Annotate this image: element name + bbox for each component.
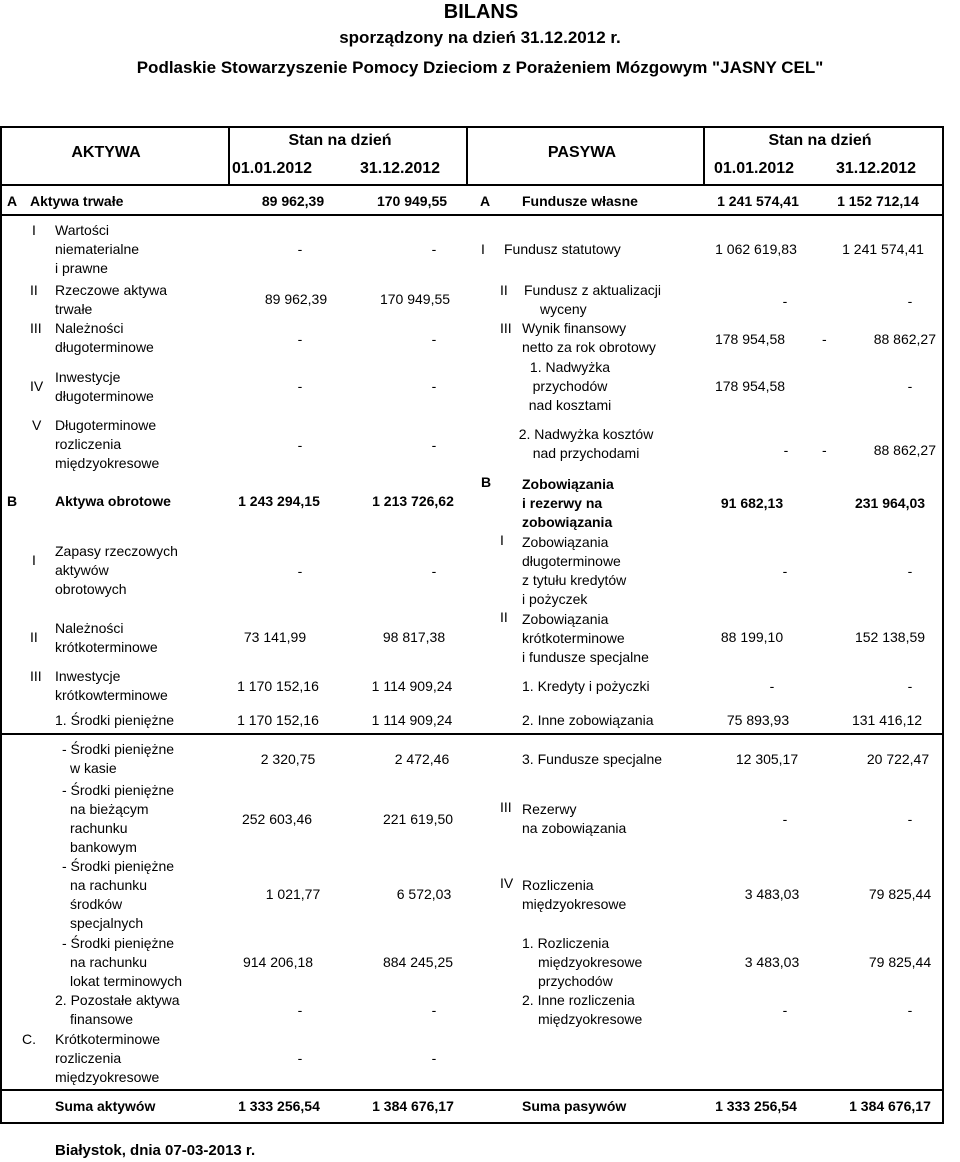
col-divider-2 — [466, 126, 468, 186]
value-2012-end: 88 862,27 — [873, 331, 936, 347]
row-label-line: Należności — [55, 320, 124, 336]
value-2012-end: 98 817,38 — [382, 629, 446, 645]
row-label-line: krótkoterminowe — [522, 630, 625, 646]
row-label-line: i rezerwy na — [522, 495, 603, 511]
row-label-line: rozliczenia — [55, 1050, 122, 1066]
value-2012-start: - — [297, 378, 303, 394]
value-2012-end: 88 862,27 — [873, 442, 936, 458]
value-2012-start: 914 206,18 — [242, 954, 314, 970]
row-code: I — [32, 552, 36, 568]
row-label-line: w kasie — [70, 760, 117, 776]
row-label-line: - Środki pieniężne — [62, 935, 175, 951]
table-top-border — [0, 126, 944, 128]
row-label-line: przychodów — [532, 378, 608, 394]
row-label-line: międzyokresowe — [538, 1011, 643, 1027]
value-2012-start: 12 305,17 — [735, 751, 799, 767]
value-2012-start: 88 199,10 — [720, 629, 784, 645]
row-label-line: Krótkoterminowe — [55, 1031, 161, 1047]
row-label-line: krótkowterminowe — [55, 687, 168, 703]
row-label-line: Inwestycje — [55, 668, 121, 684]
row-code: IV — [30, 378, 44, 394]
row-label-line: lokat terminowych — [70, 973, 183, 989]
row-label-line: na rachunku — [70, 954, 148, 970]
value-2012-end: - — [907, 293, 913, 309]
value-2012-end: 131 416,12 — [851, 712, 923, 728]
row-code: A — [7, 193, 18, 209]
aktywa-date-1: 01.01.2012 — [231, 160, 313, 177]
total-assets-label: Suma aktywów — [55, 1098, 156, 1114]
value-2012-end: - — [431, 437, 437, 453]
row-label-line: Zapasy rzeczowych — [55, 543, 178, 559]
value-2012-start: 1 021,77 — [265, 886, 321, 902]
row-label-line: - Środki pieniężne — [62, 858, 175, 874]
value-2012-start: - — [297, 563, 303, 579]
row-code: I — [481, 241, 485, 257]
document-title: BILANS — [443, 1, 519, 23]
row-label-line: wyceny — [540, 301, 587, 317]
row-label-line: nad kosztami — [528, 397, 612, 413]
row-code: C. — [22, 1031, 36, 1047]
value-2012-end: - — [907, 378, 913, 394]
row-label: 1. Kredyty i pożyczki — [522, 678, 650, 694]
row-label-line: na rachunku — [70, 877, 148, 893]
pasywa-date-1: 01.01.2012 — [713, 160, 795, 177]
value-2012-start: 1 241 574,41 — [717, 193, 799, 209]
row-label-line: aktywów — [55, 562, 109, 578]
total-liabilities-start: 1 333 256,54 — [715, 1098, 797, 1114]
row-a-divider — [0, 214, 944, 216]
value-2012-start: 178 954,58 — [714, 331, 786, 347]
row-code: B — [481, 474, 492, 490]
value-2012-end: 20 722,47 — [866, 751, 930, 767]
row-label-line: międzyokresowe — [55, 455, 160, 471]
row-label-line: długoterminowe — [55, 339, 154, 355]
value-2012-end: 2 472,46 — [394, 751, 450, 767]
row-label-line: 2. Inne rozliczenia — [522, 992, 635, 1008]
row-cash-divider — [0, 733, 944, 735]
row-code: II — [500, 282, 508, 298]
value-2012-end: 6 572,03 — [396, 886, 452, 902]
row-label-line: z tytułu kredytów — [522, 572, 627, 588]
value-2012-end: - — [907, 1002, 913, 1018]
row-label-line: i pożyczek — [522, 591, 588, 607]
row-label: 2. Inne zobowiązania — [522, 712, 654, 728]
row-label: Fundusz statutowy — [504, 241, 621, 257]
row-label-line: 1. Nadwyżka — [529, 359, 611, 375]
value-2012-start: 178 954,58 — [714, 378, 786, 394]
value-2012-end: 1 213 726,62 — [372, 493, 454, 509]
row-label-line: Długoterminowe — [55, 417, 157, 433]
value-2012-start: 3 483,03 — [744, 954, 800, 970]
row-label-line: i prawne — [55, 260, 108, 276]
row-label-line: niematerialne — [55, 241, 140, 257]
value-2012-start: 1 170 152,16 — [237, 712, 319, 728]
aktywa-header: AKTYWA — [71, 144, 141, 161]
value-2012-start: 91 682,13 — [720, 495, 784, 511]
value-2012-end: - — [431, 1050, 437, 1066]
row-label-line: trwałe — [55, 301, 93, 317]
row-code: III — [500, 320, 512, 336]
row-code: III — [30, 320, 42, 336]
value-2012-end: 170 949,55 — [379, 291, 451, 307]
row-code: V — [32, 417, 42, 433]
value-2012-start: - — [297, 437, 303, 453]
row-label-line: Należności — [55, 620, 124, 636]
value-2012-start: - — [297, 1002, 303, 1018]
row-label-line: krótkoterminowe — [55, 639, 158, 655]
row-label-line: Zobowiązania — [522, 534, 609, 550]
value-2012-end: - — [431, 563, 437, 579]
row-code: III — [30, 668, 42, 684]
table-right-border — [942, 126, 944, 1124]
row-label-line: Rzeczowe aktywa — [55, 282, 168, 298]
aktywa-date-2: 31.12.2012 — [359, 160, 441, 177]
row-label-line: bankowym — [70, 839, 137, 855]
row-label: 3. Fundusze specjalne — [522, 751, 663, 767]
total-liabilities-label: Suma pasywów — [522, 1098, 627, 1114]
totals-divider — [0, 1089, 944, 1091]
row-code: IV — [500, 875, 514, 891]
row-label-line: Rozliczenia — [522, 877, 594, 893]
row-label: 1. Środki pieniężne — [55, 712, 175, 728]
value-2012-start: 1 170 152,16 — [237, 678, 319, 694]
value-2012-start: 89 962,39 — [264, 291, 328, 307]
value-2012-end: 1 114 909,24 — [371, 678, 453, 694]
value-2012-start: 3 483,03 — [744, 886, 800, 902]
row-label-line: międzyokresowe — [522, 896, 627, 912]
row-label-line: zobowiązania — [522, 514, 613, 530]
row-code: B — [7, 493, 18, 509]
value-2012-end: - — [907, 563, 913, 579]
row-label-line: Wynik finansowy — [522, 320, 627, 336]
row-label: Aktywa trwałe — [30, 193, 124, 209]
row-label-line: 1. Rozliczenia — [522, 935, 610, 951]
value-2012-start: 73 141,99 — [243, 629, 307, 645]
row-label-line: rachunku — [70, 820, 128, 836]
value-2012-start: - — [297, 1050, 303, 1066]
place-and-date: Białystok, dnia 07-03-2013 r. — [55, 1142, 256, 1159]
value-2012-end: 152 138,59 — [854, 629, 926, 645]
row-label-line: długoterminowe — [522, 553, 621, 569]
value-2012-end: 231 964,03 — [854, 495, 926, 511]
value-2012-start: 89 962,39 — [261, 193, 325, 209]
value-2012-end: 1 114 909,24 — [371, 712, 453, 728]
value-2012-end: 884 245,25 — [382, 954, 454, 970]
row-label-line: międzyokresowe — [55, 1069, 160, 1085]
row-label-line: na bieżącym — [70, 801, 149, 817]
row-code: I — [500, 532, 504, 548]
value-2012-end: - — [431, 1002, 437, 1018]
row-label-line: międzyokresowe — [538, 954, 643, 970]
value-dash: - — [822, 331, 827, 347]
table-bottom-border — [0, 1122, 944, 1124]
row-label-line: netto za rok obrotowy — [522, 339, 656, 355]
value-2012-start: - — [782, 1002, 788, 1018]
value-2012-start: - — [782, 293, 788, 309]
value-dash: - — [822, 442, 827, 458]
value-2012-start: - — [297, 331, 303, 347]
row-label-line: i fundusze specjalne — [522, 649, 649, 665]
row-label-line: przychodów — [538, 973, 613, 989]
value-2012-end: 170 949,55 — [376, 193, 448, 209]
row-label-line: obrotowych — [55, 581, 127, 597]
value-2012-end: - — [431, 241, 437, 257]
value-2012-end: - — [431, 378, 437, 394]
pasywa-date-2: 31.12.2012 — [835, 160, 917, 177]
row-label-line: finansowe — [70, 1011, 134, 1027]
row-label-line: 2. Nadwyżka kosztów — [518, 426, 654, 442]
row-label: Fundusze własne — [522, 193, 638, 209]
stan-na-dzien-pasywa: Stan na dzień — [768, 132, 872, 149]
row-code: I — [32, 222, 36, 238]
row-label-line: rozliczenia — [55, 436, 122, 452]
row-code: III — [500, 799, 512, 815]
row-code: II — [500, 609, 508, 625]
row-label-line: Rezerwy — [522, 801, 577, 817]
value-2012-end: 221 619,50 — [382, 811, 454, 827]
row-label-line: - Środki pieniężne — [62, 741, 175, 757]
header-divider — [0, 184, 944, 186]
value-2012-end: 79 825,44 — [868, 954, 932, 970]
total-assets-end: 1 384 676,17 — [372, 1098, 454, 1114]
stan-na-dzien-aktywa: Stan na dzień — [288, 132, 392, 149]
row-label-line: Inwestycje — [55, 369, 121, 385]
value-2012-end: 1 241 574,41 — [842, 241, 924, 257]
value-2012-end: - — [431, 331, 437, 347]
row-label-line: Fundusz z aktualizacji — [524, 282, 661, 298]
total-assets-start: 1 333 256,54 — [238, 1098, 320, 1114]
value-2012-start: 1 062 619,83 — [715, 241, 797, 257]
organization-name: Podlaskie Stowarzyszenie Pomocy Dzieciom z Porażeniem Mózgowym "JASNY CEL" — [136, 58, 824, 77]
value-2012-start: 1 243 294,15 — [238, 493, 320, 509]
value-2012-start: - — [783, 442, 789, 458]
pasywa-header: PASYWA — [547, 144, 617, 161]
col-divider-1 — [228, 126, 230, 186]
value-2012-start: 2 320,75 — [260, 751, 316, 767]
row-label-line: nad przychodami — [532, 445, 640, 461]
row-label-line: środków — [70, 896, 123, 912]
date-line: sporządzony na dzień 31.12.2012 r. — [339, 28, 621, 47]
row-code: II — [30, 282, 38, 298]
row-label-line: specjalnych — [70, 915, 144, 931]
row-code: A — [480, 193, 491, 209]
row-label-line: na zobowiązania — [522, 820, 627, 836]
row-code: II — [30, 629, 38, 645]
value-2012-end: 79 825,44 — [868, 886, 932, 902]
total-liabilities-end: 1 384 676,17 — [849, 1098, 931, 1114]
row-label-line: Zobowiązania — [522, 611, 609, 627]
value-2012-end: - — [907, 678, 913, 694]
col-divider-3 — [703, 126, 705, 186]
row-label: Aktywa obrotowe — [55, 493, 171, 509]
row-label-line: - Środki pieniężne — [62, 782, 175, 798]
value-2012-start: - — [782, 811, 788, 827]
value-2012-start: - — [769, 678, 775, 694]
value-2012-start: 252 603,46 — [241, 811, 313, 827]
row-label-line: 2. Pozostałe aktywa — [55, 992, 180, 1008]
value-2012-start: 75 893,93 — [726, 712, 790, 728]
value-2012-start: - — [782, 563, 788, 579]
value-2012-end: 1 152 712,14 — [837, 193, 919, 209]
value-2012-start: - — [297, 241, 303, 257]
row-label-line: Zobowiązania — [522, 476, 614, 492]
row-label-line: Wartości — [55, 222, 109, 238]
value-2012-end: - — [907, 811, 913, 827]
table-left-border — [0, 126, 2, 1124]
row-label-line: długoterminowe — [55, 388, 154, 404]
